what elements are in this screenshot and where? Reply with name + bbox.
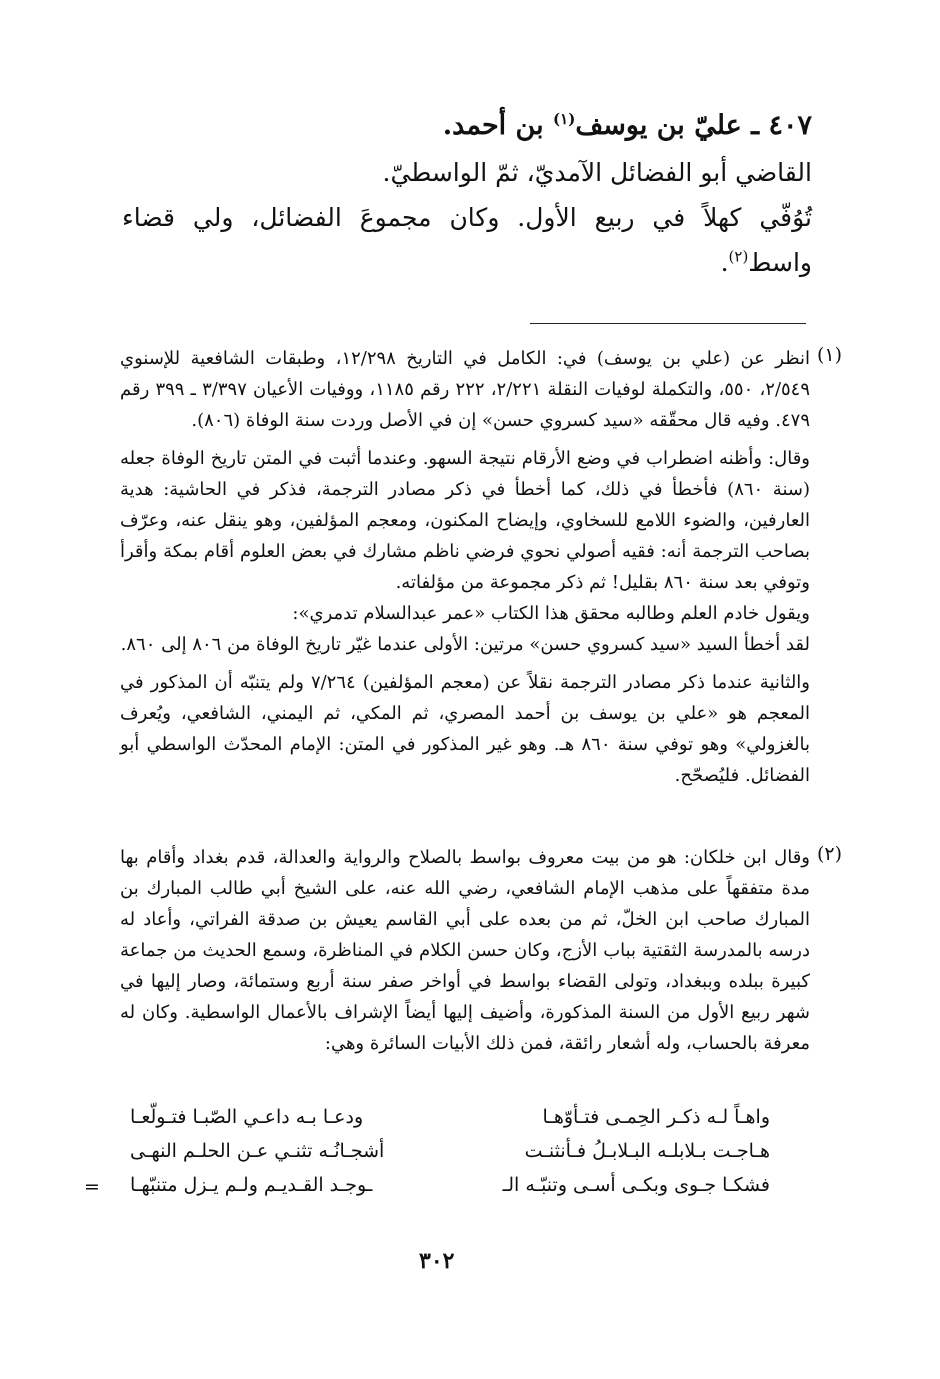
footnote-paragraph: والثانية عندما ذكر مصادر الترجمة نقلاً عن (معجم المؤلفين) ٧/٢٦٤ ولم يتنبّه أن المذكور في المعجم هو «علي بن يوسف بن أحمد المصري، ثم المكي، ثم اليمني، الشافعي، ويُعرف بالغزولي» وهو توفي سنة ٨٦٠ هـ. وهو غير المذكور في المتن: الإمام المحدّث الواسطي أبو الفضائل. فليُصحّح. bbox=[120, 672, 810, 786]
verse-line bbox=[130, 1134, 770, 1168]
verse-second-hemistich: أشجـانُـه تثنـي عـن الحلـم النهـى bbox=[130, 1140, 385, 1162]
verse-second-hemistich: ـوجـد القـديـم ولـم يـزل متنبّهـا bbox=[130, 1174, 373, 1196]
footnote-paragraph: لقد أخطأ السيد «سيد كسروي حسن» مرتين: الأولى عندما غيّر تاريخ الوفاة من ٨٠٦ إلى ٨٦٠. bbox=[120, 634, 810, 655]
entry-line-end bbox=[122, 240, 812, 285]
footnote-1 bbox=[120, 343, 810, 791]
verse-first-hemistich: هـاجـت بـلابلـه البـلابـلُ فـأنثنـت bbox=[524, 1140, 770, 1162]
verse-line bbox=[130, 1100, 770, 1134]
verse-first-hemistich: فشكـا جـوى وبكـى أسـى وتنبّـه الـ bbox=[502, 1174, 770, 1196]
verse-second-hemistich: ودعـا بـه داعـي الصّبـا فتـولّعـا bbox=[130, 1106, 364, 1128]
footnote-paragraph: وقال: وأظنه اضطراب في وضع الأرقام نتيجة السهو. وعندما أثبت في المتن تاريخ الوفاة جعله (سنة ٨٦٠) فأخطأ في ذلك، كما أخطأ في ذكر مصادر الترجمة، فذكر في الحاشية: هدية العارفين، والضوء اللامع للسخاوي، وإيضاح المكنون، ومعجم المؤلفين، وهو ينقل عنه، وعرّف بصاحب الترجمة أنه: فقيه أصولي نحوي فرضي ناظم مشارك في بعض العلوم أقام بمكة وأقرأ وتوفي بعد سنة ٨٦٠ بقليل! ثم ذكر مجموعة من مؤلفاته. bbox=[120, 448, 810, 593]
footnote-2 bbox=[120, 842, 810, 1059]
footnote-separator bbox=[530, 323, 806, 324]
footnote-paragraph: ويقول خادم العلم وطالبه محقق هذا الكتاب «عمر عبدالسلام تدمري»: bbox=[292, 603, 810, 624]
page-number: ٣٠٢ bbox=[419, 1248, 455, 1274]
heading-text-end: بن أحمد. bbox=[442, 110, 554, 141]
poem-verses bbox=[130, 1100, 770, 1202]
entry-heading bbox=[122, 102, 812, 150]
footnote-paragraph: وقال ابن خلكان: هو من بيت معروف بواسط بالصلاح والرواية والعدالة، قدم بغداد وأقام بها مدة متفقهاً على مذهب الإمام الشافعي، رضي الله عنه، على الشيخ أبي طالب المبارك بن المبارك صاحب ابن الخلّ، ثم من بعده على أبي القاسم يعيش بن صدقة الفراتي، وأعاد له درسه بالمدرسة الثقتية بباب الأزج، وكان حسن الكلام في المناظرة، وسمع الحديث من جماعة كبيرة ببلده وببغداد، وتولى القضاء بواسط في أواخر صفر سنة أربع وستمائة، وصار إليها في شهر ربيع الأول من السنة المذكورة، وأضيف إليها أيضاً الإشراف بالأعمال الواسطية. وكان له معرفة بالحساب، وله أشعار رائقة، فمن ذلك الأبيات السائرة وهي: bbox=[120, 847, 810, 1054]
continuation-mark: = bbox=[84, 1176, 100, 1198]
verse-line bbox=[130, 1168, 770, 1202]
footnote-number: (١) bbox=[816, 344, 842, 366]
footnote-ref-1: (١) bbox=[553, 110, 576, 128]
entry-line-title: القاضي أبو الفضائل الآمديّ، ثمّ الواسطيّ. bbox=[382, 158, 812, 187]
biography-entry bbox=[122, 102, 812, 285]
footnote-ref-2: (٢) bbox=[728, 247, 749, 266]
entry-line-death: تُوُفّي كهلاً في ربيع الأول. وكان مجموعَ الفضائل، ولي قضاء bbox=[122, 203, 812, 232]
footnote-paragraph: انظر عن (علي بن يوسف) في: الكامل في التاريخ ١٢/٢٩٨، وطبقات الشافعية للإسنوي ٢/٥٤٩، ٥٥٠، والتكملة لوفيات النقلة ٢/٢٢١، ٢٢٢ رقم ١١٨٥، ووفيات الأعيان ٣/٣٩٧ ـ ٣٩٩ رقم ٤٧٩. وفيه قال محقّقه «سيد كسروي حسن» إن في الأصل وردت سنة الوفاة (٨٠٦). bbox=[120, 348, 811, 431]
entry-text-wasit: واسط bbox=[748, 248, 812, 277]
verse-first-hemistich: واهـاً لـه ذكـر الحِمـى فتـأوّهـا bbox=[542, 1106, 770, 1128]
footnote-number: (٢) bbox=[816, 843, 842, 865]
entry-text-period: . bbox=[720, 248, 729, 277]
heading-text: ٤٠٧ ـ عليّ بن يوسف bbox=[575, 110, 812, 141]
